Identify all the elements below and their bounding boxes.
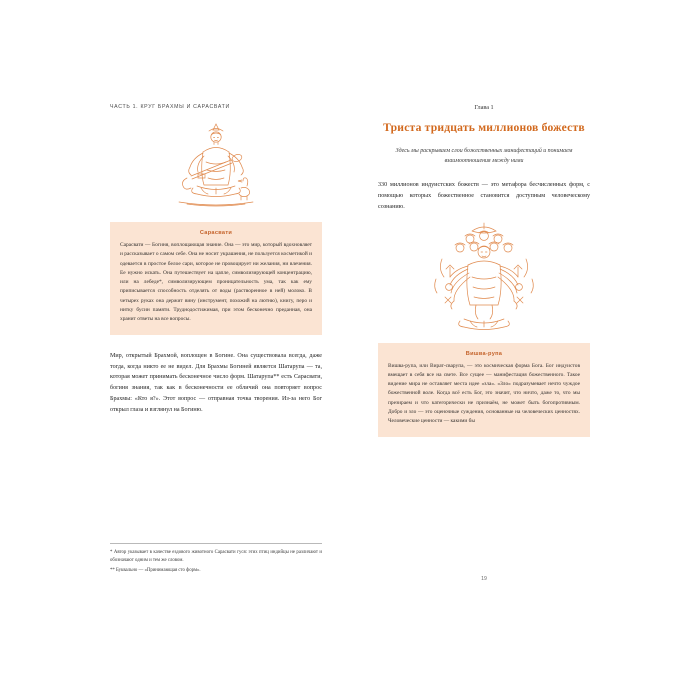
- right-paragraph-1: 330 миллионов индуистских божеств — это метафора бесчисленных форм, с помощью которых божественное становится доступным человеческому сознанию.: [378, 182, 590, 210]
- saraswati-line-illustration: [157, 118, 275, 210]
- chapter-label: Глава 1: [474, 104, 494, 111]
- saraswati-box-title: Сарасвати: [199, 230, 233, 236]
- footnote-block: [110, 543, 322, 578]
- vishvarupa-box-title: Вишва-рупа: [465, 350, 503, 357]
- vishvarupa-box-text: Вишва-рупа, или Вират-сварупа, — это космическая форма Бога. Бог индуистов вмещает в себя все на свете. Все сущее — манифестация божественного. Такое видение мира не оставляет места идее «зла». «Зло» подразумевает нечто чуждое божественной воле. Когда всё есть Бог, это значит, что ничто, даже то, что мы презираем и что категорически не признаём, не может быть богопротивным. Добро и зло — это оценочные суждения, основанные на человеческих ценностях. Человеческие ценности — какими бы: [388, 362, 580, 425]
- running-head-left: ЧАСТЬ 1. КРУГ БРАХМЫ И САРАСВАТИ: [110, 104, 230, 110]
- chapter-subtitle: Здесь мы раскрываем слои божественных манифестаций и понимаем взаимоотношения между ними: [395, 148, 573, 165]
- footnote-1: * Автор указывает в качестве ездового животного Сарасвати гуся: этих птиц индийцы не различают и обозначают одним и тем же словом.: [110, 549, 322, 563]
- page-number: 19: [481, 576, 487, 582]
- saraswati-box-text: Сарасвати — Богиня, воплощающая знание. Она — это мир, который вдохновляет и рассказывает о самом себе. Она не носит украшения, не пользуется косметикой и одевается в простое белое сари, которое не провоцирует ни желания, ни влечения. Ее нужно искать. Она путешествует на цапле, символизирующей концентрацию, или на лебеде*, символизирующем проницательность ума, так как ему приписывается способность отделять от воды (растворенное в ней) молоко. В четырех руках она держит вину (инструмент, похожий на лютню), книгу, перо и нитку бусин памяти. Труднодостижимая, при этом бесконечно преданная, она хранит ответы на все вопросы.: [120, 242, 312, 323]
- footnote-2: ** Буквально — «Принимающая сто форм».: [110, 568, 201, 574]
- right-page: [350, 0, 700, 700]
- vishvarupa-info-box: [378, 343, 590, 437]
- chapter-title: Триста тридцать миллионов божеств: [383, 121, 585, 134]
- saraswati-info-box: [110, 222, 322, 335]
- vishvarupa-line-illustration: [418, 219, 550, 331]
- left-paragraph-1: Мир, открытый Брахмой, воплощен в Богине. Она существовала всегда, даже тогда, когда никто ее не видел. Для Брахмы Богиней является Шатарупа — та, которая может принимать бесконечное число форм. Шатарупа** есть Сарасвати, богиня знания, так как в бесконечности ее обличий она повторяет вопрос Брахмы: «Кто я?». Этот вопрос — отправная точка творения. Из-за него Бог открыл глаза и взглянул на Богиню.: [110, 352, 322, 413]
